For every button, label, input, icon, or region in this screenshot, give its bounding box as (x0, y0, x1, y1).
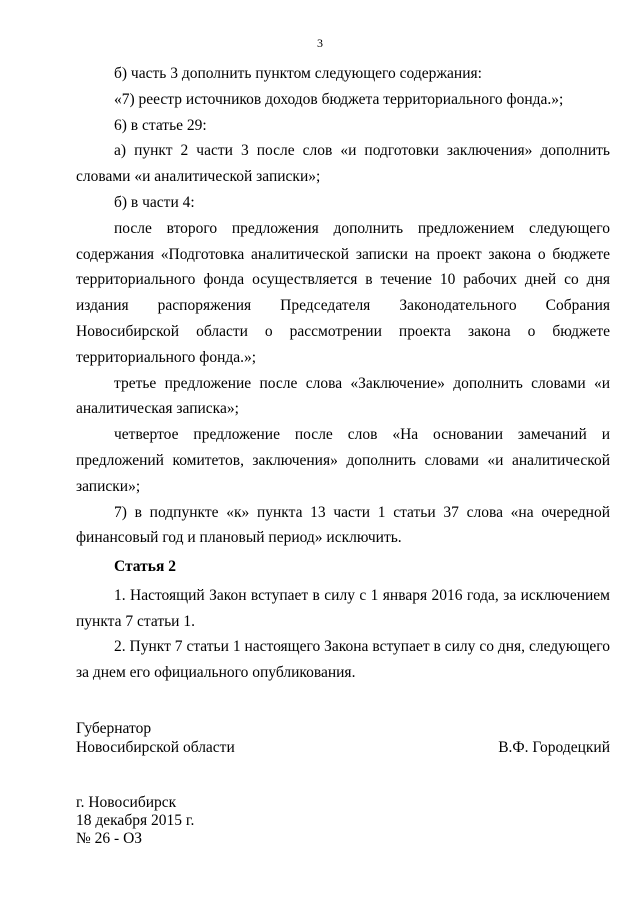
paragraph: б) в части 4: (114, 193, 195, 211)
paragraph: 6) в статье 29: (114, 116, 207, 134)
page-number: 3 (317, 36, 323, 50)
signatory-region: Новосибирской области (76, 739, 235, 756)
paragraph: после второго предложения дополнить предложением следующего содержания «Подготовка аналитической записки на проект закона о бюджете территориального фонда осуществляется в течение 10 рабочих дней со дня издания распоряжения Председателя Законодательного Собрания Новосибирской области о рассмотрении проекта закона о бюджете территориального фонда.»; (76, 219, 610, 366)
paragraph: четвертое предложение после слов «На основании замечаний и предложений комитетов, заключения» дополнить словами «и аналитической записки»; (76, 426, 610, 495)
place-and-date-block (76, 794, 194, 848)
signature-block (76, 719, 610, 757)
article-2-item: 2. Пункт 7 статьи 1 настоящего Закона вступает в силу со дня, следующего за днем его официального опубликования. (76, 638, 610, 682)
paragraph: 7) в подпункте «к» пункта 13 части 1 статьи 37 слова «на очередной финансовый год и плановый период» исключить. (76, 503, 610, 547)
paragraph: б) часть 3 дополнить пунктом следующего содержания: (114, 65, 482, 82)
article-2-item: 1. Настоящий Закон вступает в силу с 1 января 2016 года, за исключением пункта 7 статьи 1. (76, 586, 610, 630)
article-2-heading: Статья 2 (114, 558, 176, 575)
signatory-title: Губернатор (76, 720, 152, 737)
signatory-name: В.Ф. Городецкий (498, 739, 610, 756)
article-2 (76, 554, 610, 686)
law-number: № 26 - ОЗ (76, 830, 143, 847)
paragraph: «7) реестр источников доходов бюджета территориального фонда.»; (114, 90, 564, 108)
signature-row (76, 738, 610, 757)
paragraph: а) пункт 2 части 3 после слов «и подготовки заключения» дополнить словами «и аналитической записки»; (76, 142, 610, 186)
paragraph: третье предложение после слова «Заключение» дополнить словами «и аналитическая записка»; (76, 374, 610, 418)
city: г. Новосибирск (76, 794, 177, 811)
date: 18 декабря 2015 г. (76, 812, 195, 829)
article-1-continuation (76, 61, 610, 551)
